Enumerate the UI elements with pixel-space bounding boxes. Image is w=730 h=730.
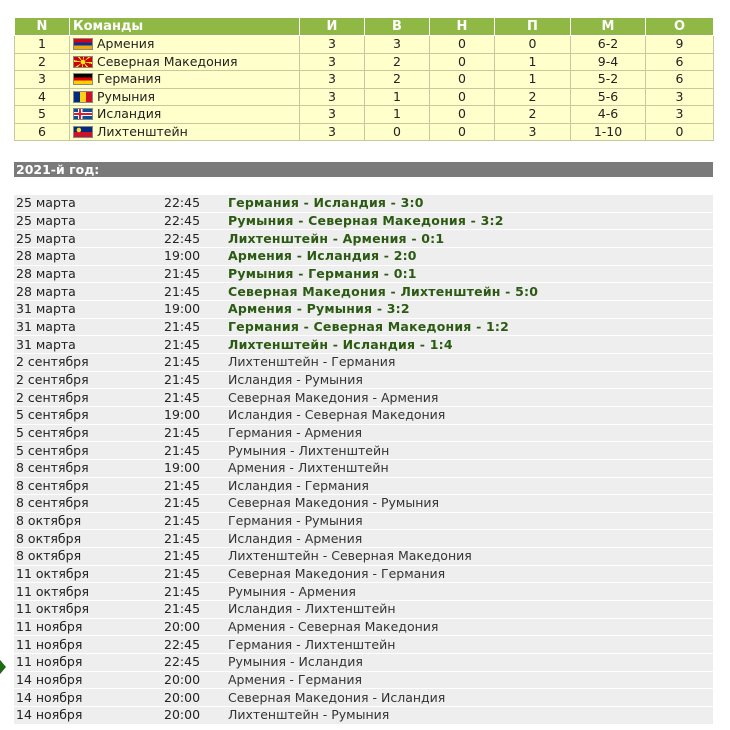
col-header-points: О (646, 18, 714, 36)
match-teams: Румыния - Исландия (228, 654, 713, 672)
team-name[interactable]: Германия (97, 71, 162, 87)
played: 3 (300, 106, 365, 124)
fixture-row (14, 477, 713, 495)
standings-row (15, 123, 714, 141)
match-time: 19:00 (164, 459, 228, 477)
match-teams: Румыния - Армения (228, 583, 713, 601)
match-teams: Армения - Лихтенштейн (228, 459, 713, 477)
fixture-row (14, 300, 713, 318)
match-time: 21:45 (164, 265, 228, 283)
goals: 6-2 (571, 36, 646, 54)
iceland-flag-icon (73, 108, 93, 120)
played: 3 (300, 123, 365, 141)
team-name[interactable]: Исландия (97, 106, 162, 122)
match-date: 2 сентября (14, 353, 164, 371)
fixture-row (14, 548, 713, 566)
match-date: 11 ноября (14, 636, 164, 654)
match-time: 21:45 (164, 389, 228, 407)
col-header-played: И (300, 18, 365, 36)
drawn: 0 (430, 36, 495, 54)
played: 3 (300, 71, 365, 89)
match-time: 21:45 (164, 442, 228, 460)
fixtures-table (14, 195, 713, 725)
lost: 1 (495, 71, 571, 89)
armenia-flag-icon (73, 38, 93, 50)
match-date: 28 марта (14, 247, 164, 265)
fixture-row (14, 654, 713, 672)
fixture-row (14, 512, 713, 530)
fixture-row (14, 459, 713, 477)
match-date: 25 марта (14, 230, 164, 248)
match-time: 21:45 (164, 601, 228, 619)
match-date: 31 марта (14, 300, 164, 318)
match-teams: Лихтенштейн - Германия (228, 353, 713, 371)
fixture-row (14, 618, 713, 636)
match-date: 14 ноября (14, 671, 164, 689)
won: 1 (365, 88, 430, 106)
points: 3 (646, 88, 714, 106)
match-teams[interactable]: Лихтенштейн - Армения - 0:1 (228, 230, 713, 248)
fixture-row (14, 230, 713, 248)
fixture-row (14, 212, 713, 230)
col-header-goals: М (571, 18, 646, 36)
match-time: 22:45 (164, 212, 228, 230)
match-time: 22:45 (164, 230, 228, 248)
match-time: 20:00 (164, 707, 228, 725)
match-date: 31 марта (14, 318, 164, 336)
match-date: 31 марта (14, 336, 164, 354)
fixture-row (14, 424, 713, 442)
team-cell (70, 106, 300, 124)
standings-row (15, 36, 714, 54)
year-heading: 2021-й год: (14, 162, 713, 177)
match-teams: Исландия - Германия (228, 477, 713, 495)
match-time: 21:45 (164, 318, 228, 336)
fixture-row (14, 247, 713, 265)
team-cell (70, 36, 300, 54)
position: 3 (15, 71, 70, 89)
position: 4 (15, 88, 70, 106)
lost: 1 (495, 53, 571, 71)
fixture-row (14, 530, 713, 548)
match-date: 8 сентября (14, 495, 164, 513)
match-date: 8 октября (14, 530, 164, 548)
fixture-row (14, 336, 713, 354)
match-time: 21:45 (164, 548, 228, 566)
fixture-row (14, 195, 713, 212)
match-time: 19:00 (164, 247, 228, 265)
drawn: 0 (430, 123, 495, 141)
match-teams[interactable]: Германия - Северная Македония - 1:2 (228, 318, 713, 336)
match-date: 5 сентября (14, 406, 164, 424)
points: 3 (646, 106, 714, 124)
match-teams: Северная Македония - Исландия (228, 689, 713, 707)
match-time: 19:00 (164, 300, 228, 318)
match-teams: Исландия - Лихтенштейн (228, 601, 713, 619)
col-header-n: N (15, 18, 70, 36)
match-teams[interactable]: Германия - Исландия - 3:0 (228, 195, 713, 212)
match-teams: Северная Македония - Германия (228, 565, 713, 583)
north-macedonia-flag-icon (73, 56, 93, 68)
points: 9 (646, 36, 714, 54)
fixture-row (14, 601, 713, 619)
match-date: 8 октября (14, 512, 164, 530)
match-teams: Германия - Румыния (228, 512, 713, 530)
col-header-drawn: Н (430, 18, 495, 36)
drawn: 0 (430, 53, 495, 71)
lost: 3 (495, 123, 571, 141)
team-name[interactable]: Армения (97, 36, 155, 52)
match-date: 8 сентября (14, 477, 164, 495)
lost: 2 (495, 88, 571, 106)
fixture-row (14, 371, 713, 389)
fixture-row (14, 583, 713, 601)
match-time: 21:45 (164, 565, 228, 583)
standings-row (15, 88, 714, 106)
match-teams[interactable]: Румыния - Германия - 0:1 (228, 265, 713, 283)
fixtures-list (14, 195, 713, 724)
fixture-row (14, 442, 713, 460)
drawn: 0 (430, 88, 495, 106)
match-teams: Исландия - Армения (228, 530, 713, 548)
match-date: 14 ноября (14, 707, 164, 725)
fixture-row (14, 389, 713, 407)
match-time: 21:45 (164, 336, 228, 354)
points: 0 (646, 123, 714, 141)
match-date: 11 ноября (14, 654, 164, 672)
match-time: 21:45 (164, 512, 228, 530)
match-teams: Германия - Армения (228, 424, 713, 442)
fixture-row (14, 671, 713, 689)
fixture-row (14, 636, 713, 654)
standings-row (15, 53, 714, 71)
col-header-teams-label: Команды (73, 19, 144, 34)
drawn: 0 (430, 106, 495, 124)
won: 1 (365, 106, 430, 124)
match-time: 20:00 (164, 618, 228, 636)
match-date: 2 сентября (14, 371, 164, 389)
match-date: 8 сентября (14, 459, 164, 477)
match-time: 20:00 (164, 689, 228, 707)
goals: 5-6 (571, 88, 646, 106)
match-teams: Армения - Северная Македония (228, 618, 713, 636)
standings-row (15, 71, 714, 89)
match-teams: Румыния - Лихтенштейн (228, 442, 713, 460)
position: 2 (15, 53, 70, 71)
match-date: 11 ноября (14, 618, 164, 636)
fixture-row (14, 495, 713, 513)
fixture-row (14, 565, 713, 583)
points: 6 (646, 71, 714, 89)
match-teams: Исландия - Северная Македония (228, 406, 713, 424)
match-time: 21:45 (164, 283, 228, 301)
match-time: 21:45 (164, 353, 228, 371)
won: 0 (365, 123, 430, 141)
fixture-row (14, 689, 713, 707)
goals: 4-6 (571, 106, 646, 124)
match-teams[interactable]: Северная Македония - Лихтенштейн - 5:0 (228, 283, 713, 301)
team-cell (70, 71, 300, 89)
match-date: 11 октября (14, 601, 164, 619)
goals: 9-4 (571, 53, 646, 71)
liechtenstein-flag-icon (73, 126, 93, 138)
col-header-teams (70, 18, 300, 36)
position: 5 (15, 106, 70, 124)
points: 6 (646, 53, 714, 71)
fixture-row (14, 353, 713, 371)
won: 2 (365, 71, 430, 89)
match-time: 21:45 (164, 583, 228, 601)
position: 1 (15, 36, 70, 54)
team-cell (70, 88, 300, 106)
match-teams[interactable]: Армения - Исландия - 2:0 (228, 247, 713, 265)
match-date: 14 ноября (14, 689, 164, 707)
match-teams: Германия - Лихтенштейн (228, 636, 713, 654)
team-name[interactable]: Лихтенштейн (97, 123, 188, 139)
romania-flag-icon (73, 91, 93, 103)
match-teams: Исландия - Румыния (228, 371, 713, 389)
goals: 1-10 (571, 123, 646, 141)
standings-row (15, 106, 714, 124)
match-teams: Северная Македония - Армения (228, 389, 713, 407)
standings-header-row (15, 18, 714, 36)
played: 3 (300, 53, 365, 71)
match-teams: Северная Македония - Румыния (228, 495, 713, 513)
fixture-row (14, 318, 713, 336)
standings-table (14, 17, 714, 141)
fixture-row (14, 406, 713, 424)
col-header-won: В (365, 18, 430, 36)
match-teams: Лихтенштейн - Северная Македония (228, 548, 713, 566)
match-date: 25 марта (14, 195, 164, 212)
team-name[interactable]: Румыния (97, 88, 156, 104)
match-time: 22:45 (164, 636, 228, 654)
fixture-row (14, 283, 713, 301)
match-teams[interactable]: Румыния - Северная Македония - 3:2 (228, 212, 713, 230)
lost: 0 (495, 36, 571, 54)
scroll-arrow-icon[interactable] (0, 654, 6, 680)
match-time: 21:45 (164, 371, 228, 389)
won: 2 (365, 53, 430, 71)
lost: 2 (495, 106, 571, 124)
match-date: 11 октября (14, 565, 164, 583)
match-date: 28 марта (14, 265, 164, 283)
fixture-row (14, 265, 713, 283)
played: 3 (300, 88, 365, 106)
won: 3 (365, 36, 430, 54)
fixture-row (14, 707, 713, 725)
germany-flag-icon (73, 73, 93, 85)
match-teams[interactable]: Лихтенштейн - Исландия - 1:4 (228, 336, 713, 354)
match-date: 5 сентября (14, 424, 164, 442)
match-time: 20:00 (164, 671, 228, 689)
col-header-lost: П (495, 18, 571, 36)
match-teams: Армения - Германия (228, 671, 713, 689)
position: 6 (15, 123, 70, 141)
match-time: 21:45 (164, 477, 228, 495)
match-date: 8 октября (14, 548, 164, 566)
match-teams: Лихтенштейн - Румыния (228, 707, 713, 725)
drawn: 0 (430, 71, 495, 89)
team-name[interactable]: Северная Македония (97, 53, 238, 69)
played: 3 (300, 36, 365, 54)
match-date: 2 сентября (14, 389, 164, 407)
match-time: 21:45 (164, 530, 228, 548)
match-teams[interactable]: Армения - Румыния - 3:2 (228, 300, 713, 318)
match-date: 25 марта (14, 212, 164, 230)
team-cell (70, 53, 300, 71)
match-date: 5 сентября (14, 442, 164, 460)
match-date: 11 октября (14, 583, 164, 601)
match-time: 22:45 (164, 195, 228, 212)
match-time: 21:45 (164, 495, 228, 513)
match-time: 22:45 (164, 654, 228, 672)
match-time: 19:00 (164, 406, 228, 424)
goals: 5-2 (571, 71, 646, 89)
team-cell (70, 123, 300, 141)
match-time: 21:45 (164, 424, 228, 442)
match-date: 28 марта (14, 283, 164, 301)
